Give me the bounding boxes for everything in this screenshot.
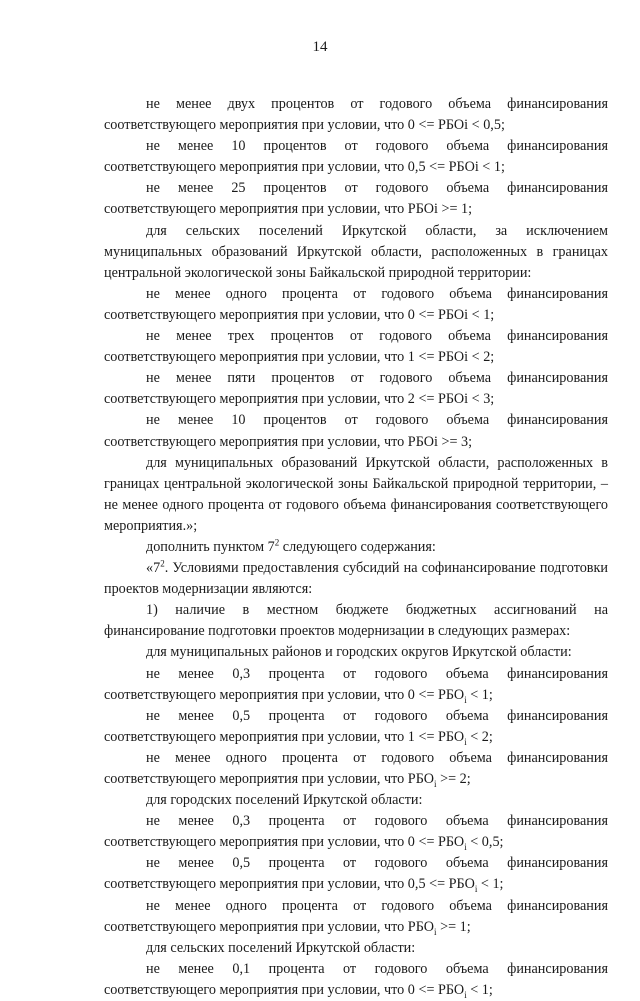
text-run: не менее одного процента от годового объема финансирования соответствующего мероприятия при условии, что РБО [104,897,608,935]
text-run: < 0,5; [466,834,504,851]
text-run: «7 [146,560,161,577]
paragraph: для муниципальных образований Иркутской области, расположенных в границах центральной экологической зоны Байкальской природной территории, – не менее одного процента от годового объема финансирования соответствующего мероприятия.»; [104,454,608,534]
text-run: < 1; [477,876,504,893]
paragraph: не менее одного процента от годового объема финансирования соответствующего мероприятия при условии, что 0 <= РБОi < 1; [104,285,608,323]
paragraph [104,706,608,748]
text-run: не менее 0,3 процента от годового объема финансирования соответствующего мероприятия при условии, что 0 <= РБО [104,665,608,703]
document-body [104,94,608,1001]
text-run: следующего содержания: [279,538,436,555]
paragraph: для муниципальных районов и городских округов Иркутской области: [146,644,572,661]
superscript: 2 [160,558,165,569]
paragraph [104,664,608,706]
text-run: не менее одного процента от годового объема финансирования соответствующего мероприятия при условии, что РБО [104,749,608,787]
paragraph [104,896,608,938]
paragraph [104,811,608,853]
text-run: . Условиями предоставления субсидий на софинансирование подготовки проектов модернизации являются: [104,560,608,598]
paragraph: для сельских поселений Иркутской области: [146,939,416,956]
paragraph [104,853,608,895]
paragraph: не менее пяти процентов от годового объема финансирования соответствующего мероприятия при условии, что 2 <= РБОi < 3; [104,370,608,408]
paragraph-clause-heading [104,558,608,600]
paragraph: не менее трех процентов от годового объема финансирования соответствующего мероприятия при условии, что 1 <= РБОi < 2; [104,328,608,366]
subscript: i [464,989,467,1000]
subscript: i [474,884,478,895]
text-run: < 2; [466,728,493,745]
paragraph: не менее двух процентов от годового объема финансирования соответствующего мероприятия при условии, что 0 <= РБОi < 0,5; [104,96,608,134]
paragraph: для городских поселений Иркутской области: [146,792,423,809]
subscript: i [434,926,437,937]
paragraph-amendment-intro [104,537,608,558]
paragraph [104,959,608,1001]
subscript: i [434,778,437,789]
superscript: 2 [274,537,280,548]
subscript: i [464,842,467,853]
page-number: 14 [312,39,328,55]
paragraph: не менее 10 процентов от годового объема финансирования соответствующего мероприятия при условии, что РБОi >= 3; [104,412,608,450]
subscript: i [464,694,467,705]
paragraph: для сельских поселений Иркутской области, за исключением муниципальных образований Иркутской области, расположенных в границах центральной экологической зоны Байкальской природной территории: [104,222,608,281]
text-run: < 1; [466,981,493,998]
paragraph: 1) наличие в местном бюджете бюджетных ассигнований на финансирование подготовки проектов модернизации в следующих размерах: [104,602,608,640]
text-run: >= 2; [436,771,471,787]
paragraph: не менее 10 процентов от годового объема финансирования соответствующего мероприятия при условии, что 0,5 <= РБОi < 1; [104,138,608,176]
text-run: >= 1; [436,918,471,935]
text-run: < 1; [466,686,493,703]
text-run: дополнить пунктом 7 [146,538,275,555]
paragraph: не менее 25 процентов от годового объема финансирования соответствующего мероприятия при условии, что РБОi >= 1; [104,180,608,218]
text-run: не менее 0,5 процента от годового объема финансирования соответствующего мероприятия при условии, что 0,5 <= РБО [104,855,608,893]
paragraph [104,748,608,790]
text-run: не менее 0,5 процента от годового объема финансирования соответствующего мероприятия при условии, что 1 <= РБО [104,707,608,745]
text-run: не менее 0,1 процента от годового объема финансирования соответствующего мероприятия при условии, что 0 <= РБО [104,960,608,998]
subscript: i [464,736,467,747]
text-run: не менее 0,3 процента от годового объема финансирования соответствующего мероприятия при условии, что 0 <= РБО [104,813,608,851]
